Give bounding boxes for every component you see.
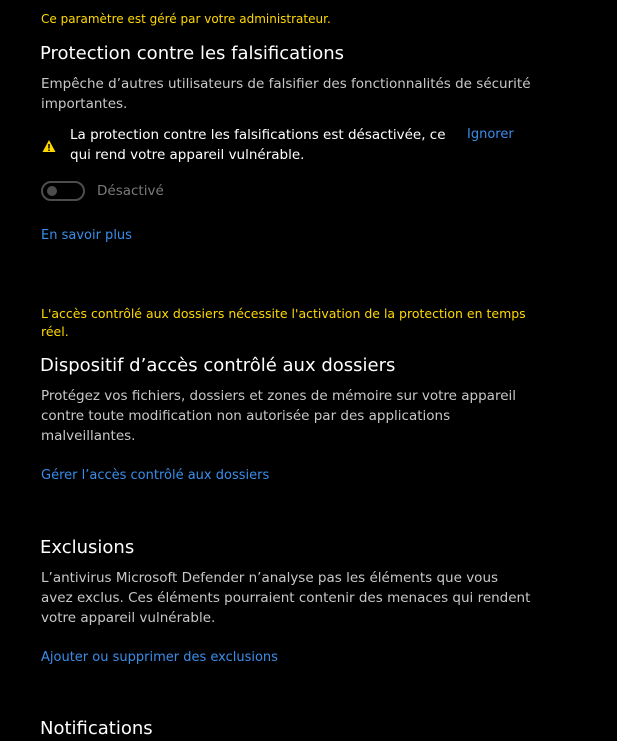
- tamper-protection-toggle[interactable]: [41, 181, 85, 201]
- folder-access-title: Dispositif d’accès contrôlé aux dossiers: [40, 355, 396, 376]
- learn-more-link[interactable]: En savoir plus: [41, 228, 132, 243]
- manage-exclusions-link[interactable]: Ajouter ou supprimer des exclusions: [41, 650, 278, 665]
- tamper-protection-description: Empêche d’autres utilisateurs de falsifier des fonctionnalités de sécurité importantes.: [41, 76, 531, 112]
- folder-access-description: Protégez vos fichiers, dossiers et zones de mémoire sur votre appareil contre toute modification non autorisée par des applications malveillantes.: [41, 388, 516, 444]
- toggle-state-label: Désactivé: [97, 183, 164, 199]
- manage-folder-access-link[interactable]: Gérer l’accès contrôlé aux dossiers: [41, 468, 270, 483]
- exclusions-title: Exclusions: [40, 537, 135, 558]
- notifications-title: Notifications: [40, 718, 153, 739]
- folder-access-requirement-note: L'accès contrôlé aux dossiers nécessite l'activation de la protection en temps réel.: [41, 306, 526, 339]
- dismiss-warning-link[interactable]: Ignorer: [467, 127, 514, 142]
- toggle-knob: [47, 186, 57, 196]
- exclusions-description: L’antivirus Microsoft Defender n’analyse pas les éléments que vous avez exclus. Ces éléments pourraient contenir des menaces qui rendent votre appareil vulnérable.: [41, 570, 531, 626]
- tamper-warning-text: La protection contre les falsifications est désactivée, ce qui rend votre appareil vulnérable.: [70, 127, 446, 163]
- admin-managed-note: Ce paramètre est géré par votre administrateur.: [41, 12, 331, 26]
- warning-triangle-icon: [42, 138, 56, 152]
- tamper-protection-title: Protection contre les falsifications: [40, 43, 345, 64]
